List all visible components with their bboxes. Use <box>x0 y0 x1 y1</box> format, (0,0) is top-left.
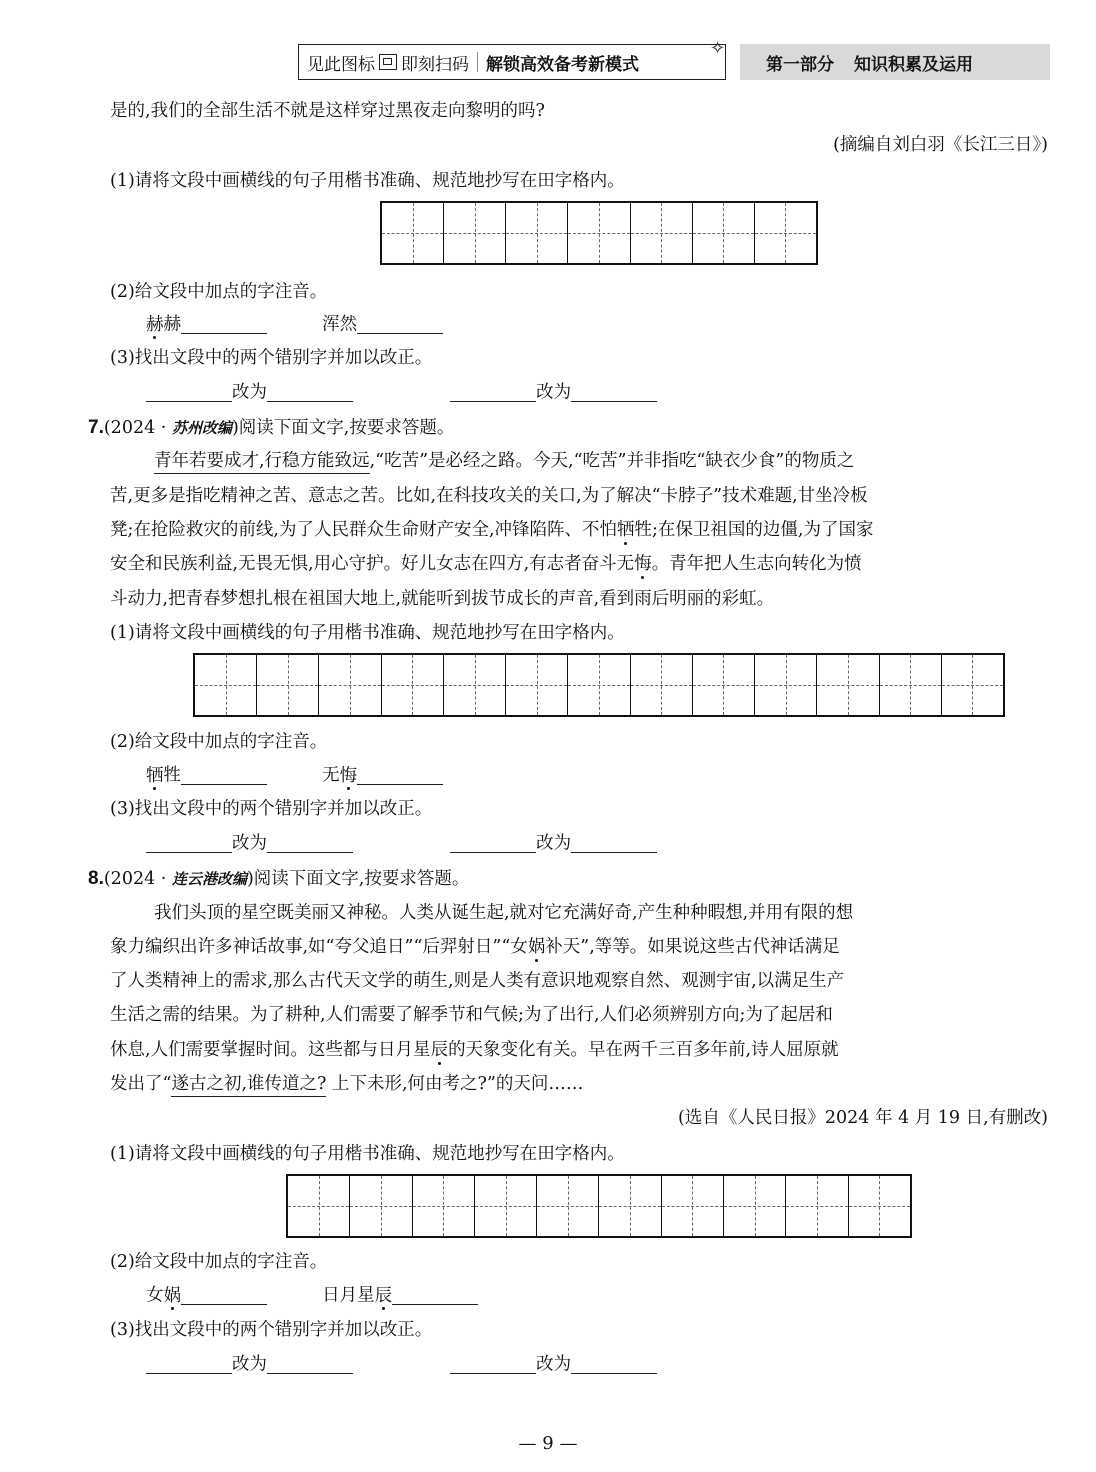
q8-intro: )阅读下面文字,按要求答题。 <box>246 869 470 889</box>
q8-line-3: 了人类精神上的需求,那么古代天文学的萌生,则是人类有意识地观察自然、观测宇宙,以满足生产 <box>110 971 845 991</box>
q8-source: (选自《人民日报》2024 年 4 月 19 日,有删改) <box>678 1108 1048 1128</box>
q7-pinyin-blank-2[interactable] <box>357 767 443 785</box>
q7-year: (2024 · <box>103 418 167 438</box>
q7-line-4a: 安全和民族利益,无畏无惧,用心守护。好儿女志在四方,有志者奋斗无 <box>110 554 635 574</box>
q7-line-5: 斗动力,把青春梦想扎根在祖国大地上,就能听到拔节成长的声音,看到雨后明丽的彩虹。 <box>110 589 775 609</box>
q6-pinyin-row <box>146 316 443 334</box>
q7-number: 7. <box>88 417 104 438</box>
q7-wrong-2[interactable] <box>450 835 536 853</box>
q8-change-label-2: 改为 <box>536 1354 572 1375</box>
q7-pinyin-char-2b: 悔 <box>339 765 358 786</box>
q6-right-1[interactable] <box>267 384 353 402</box>
q7-line-3b: 牲;在保卫祖国的边僵,为了国家 <box>634 520 874 540</box>
sparkle-icon: ✧ <box>710 38 726 59</box>
q7-correction-row <box>146 835 657 853</box>
header-text-3: 解锁高效备考新模式 <box>486 54 639 75</box>
q8-number: 8. <box>88 868 104 889</box>
q8-line-5a: 休息,人们需要掌握时间。这些都与日月星 <box>110 1040 431 1060</box>
q8-sub2: (2)给文段中加点的字注音。 <box>110 1252 328 1272</box>
q8-pinyin-row <box>146 1287 478 1305</box>
q7-line-3a: 凳;在抢险救灾的前线,为了人民群众生命财产安全,冲锋陷阵、不怕 <box>110 520 618 540</box>
q8-line-5b: 的天象变化有关。早在两千三百多年前,诗人屈原就 <box>448 1040 839 1060</box>
q6-char-2b: 然 <box>339 314 358 335</box>
q6-char-2a: 浑 <box>322 314 340 335</box>
q6-change-label-2: 改为 <box>536 382 572 403</box>
q8-heading <box>88 869 469 889</box>
q7-line-3 <box>110 522 874 540</box>
q7-underlined-sentence: 青年若要成才,行稳方能致远 <box>154 451 370 474</box>
q6-source: (摘编自刘白羽《长江三日》) <box>833 135 1048 155</box>
q7-wrong-1[interactable] <box>146 835 232 853</box>
q6-wrong-2[interactable] <box>450 384 536 402</box>
q8-correction-row <box>146 1356 657 1374</box>
header-left-banner <box>298 44 726 80</box>
section-label: 第一部分 <box>766 54 834 75</box>
q7-line-4b: 。青年把人生志向转化为愤 <box>651 554 862 574</box>
q8-line-2 <box>110 939 840 957</box>
q6-wrong-1[interactable] <box>146 384 232 402</box>
q7-sub1: (1)请将文段中画横线的句子用楷书准确、规范地抄写在田字格内。 <box>110 623 625 643</box>
q8-line-2a: 象力编织出许多神话故事,如“夸父追日”“后羿射日”“女 <box>110 937 528 957</box>
page-number: — 9 — <box>518 1433 578 1454</box>
q8-sub3: (3)找出文段中的两个错别字并加以改正。 <box>110 1320 433 1340</box>
q8-wrong-2[interactable] <box>450 1356 536 1374</box>
q7-intro: )阅读下面文字,按要求答题。 <box>231 418 455 438</box>
q7-line-2: 苦,更多是指吃精神之苦、意志之苦。比如,在科技攻关的关口,为了解决“卡脖子”技术难题,甘坐冷板 <box>110 486 868 506</box>
q7-pinyin-char-2a: 无 <box>322 765 340 786</box>
q7-line-1 <box>154 453 854 471</box>
q7-line-4 <box>110 556 862 574</box>
section-title: 知识积累及运用 <box>854 54 973 75</box>
header-text-1: 见此图标 <box>307 54 375 75</box>
q8-writing-grid[interactable] <box>286 1174 912 1238</box>
q7-pinyin-row <box>146 767 443 785</box>
q7-heading <box>88 418 454 438</box>
q8-underlined-sentence: 遂古之初,谁传道之? <box>171 1074 326 1097</box>
q8-dot-char-2: 辰 <box>430 1040 449 1060</box>
q7-pinyin-char-1b: 牲 <box>163 765 181 786</box>
q6-change-label-1: 改为 <box>232 382 267 403</box>
q6-pinyin-blank-2[interactable] <box>357 316 443 334</box>
q7-change-label-1: 改为 <box>232 833 267 854</box>
q8-pinyin-char-1a: 女 <box>146 1285 164 1306</box>
q8-line-6 <box>110 1076 583 1094</box>
q7-source-tag: 苏州改编 <box>171 419 232 437</box>
q6-writing-grid[interactable] <box>380 201 818 265</box>
q7-right-1[interactable] <box>267 835 353 853</box>
header-right-banner <box>740 44 1050 80</box>
scan-icon <box>379 54 397 70</box>
q8-line-1: 我们头顶的星空既美丽又神秘。人类从诞生起,就对它充满好奇,产生种种暇想,并用有限的想 <box>154 903 854 923</box>
q6-dot-char-1: 赫 <box>146 314 164 335</box>
q8-line-5 <box>110 1042 839 1060</box>
q7-line-1-rest: ,“吃苦”是必经之路。今天,“吃苦”并非指吃“缺衣少食”的物质之 <box>369 451 855 471</box>
q6-sub3: (3)找出文段中的两个错别字并加以改正。 <box>110 348 433 368</box>
q7-sub3: (3)找出文段中的两个错别字并加以改正。 <box>110 799 433 819</box>
q8-line-6a: 发出了“ <box>110 1074 172 1094</box>
q8-dot-char-1: 娲 <box>527 937 546 957</box>
q6-passage-end: 是的,我们的全部生活不就是这样穿过黑夜走向黎明的吗? <box>110 101 545 121</box>
q8-source-tag: 连云港改编 <box>171 870 247 888</box>
q7-pinyin-char-1: 牺 <box>146 765 164 786</box>
q6-right-2[interactable] <box>571 384 657 402</box>
q6-sub2: (2)给文段中加点的字注音。 <box>110 282 328 302</box>
q8-line-4: 生活之需的结果。为了耕种,人们需要了解季节和气候;为了出行,人们必须辨别方向;为了起居和 <box>110 1005 833 1025</box>
header-divider <box>477 52 478 72</box>
header-text-2: 即刻扫码 <box>401 54 469 75</box>
q7-sub2: (2)给文段中加点的字注音。 <box>110 732 328 752</box>
q6-sub1: (1)请将文段中画横线的句子用楷书准确、规范地抄写在田字格内。 <box>110 171 625 191</box>
q7-change-label-2: 改为 <box>536 833 572 854</box>
q7-dot-char-2: 悔 <box>634 554 652 574</box>
q6-correction-row <box>146 384 657 402</box>
q6-pinyin-blank-1[interactable] <box>181 316 267 334</box>
q8-pinyin-char-2a: 日月星 <box>322 1285 375 1306</box>
q7-dot-char-1: 牺 <box>617 520 635 540</box>
q8-right-1[interactable] <box>267 1356 353 1374</box>
q8-line-6b: 上下未形,何由考之?”的天问…… <box>326 1074 584 1094</box>
q8-pinyin-char-2b: 辰 <box>374 1285 393 1306</box>
q8-year: (2024 · <box>103 869 167 889</box>
q7-writing-grid[interactable] <box>193 653 1005 717</box>
q6-char-1b: 赫 <box>163 314 181 335</box>
q8-sub1: (1)请将文段中画横线的句子用楷书准确、规范地抄写在田字格内。 <box>110 1144 625 1164</box>
q7-pinyin-blank-1[interactable] <box>181 767 267 785</box>
q8-line-2b: 补天”,等等。如果说这些古代神话满足 <box>545 937 840 957</box>
q8-wrong-1[interactable] <box>146 1356 232 1374</box>
q8-right-2[interactable] <box>571 1356 657 1374</box>
q8-pinyin-char-1b: 娲 <box>163 1285 181 1306</box>
q7-right-2[interactable] <box>571 835 657 853</box>
q8-pinyin-blank-2[interactable] <box>392 1287 478 1305</box>
q8-pinyin-blank-1[interactable] <box>181 1287 267 1305</box>
q8-change-label-1: 改为 <box>232 1354 267 1375</box>
